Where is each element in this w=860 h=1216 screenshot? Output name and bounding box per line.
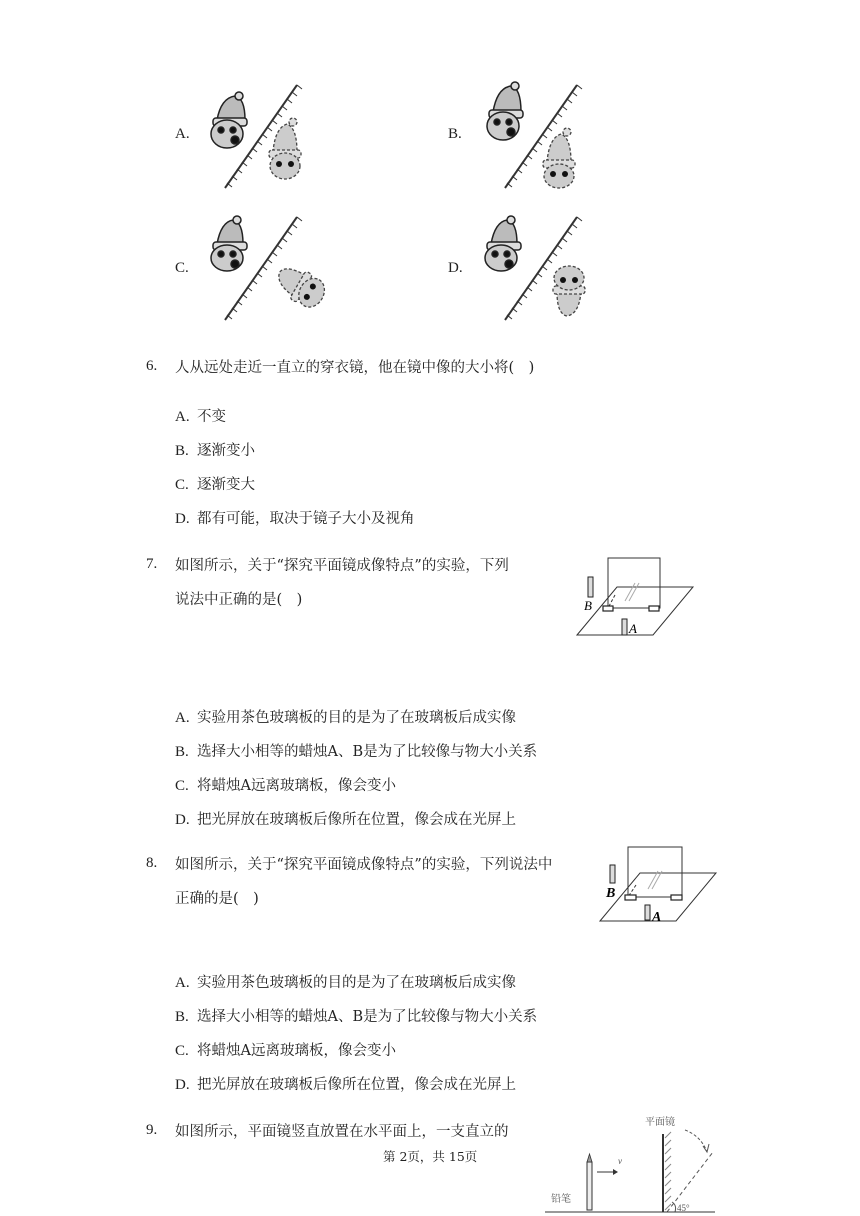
question-8-figure bbox=[598, 845, 723, 925]
label-angle: 45° bbox=[677, 1203, 690, 1213]
label-b: B bbox=[584, 598, 592, 613]
label-v: v bbox=[618, 1156, 622, 1166]
question-8-stem-line1: 如图所示，关于“探究平面镜成像特点”的实验，下列说法中 bbox=[175, 857, 553, 873]
label-a: A bbox=[652, 910, 662, 925]
question-6-option-a: A. 不变 bbox=[175, 409, 226, 425]
question-7-option-b: B. 选择大小相等的蜡烛A、B是为了比较像与物大小关系 bbox=[175, 744, 538, 760]
question-7-figure bbox=[575, 553, 700, 643]
question-6-option-c: C. 逐渐变大 bbox=[175, 477, 255, 493]
page-footer: 第 2页，共 15页 bbox=[383, 1149, 478, 1164]
q5-figure-a bbox=[205, 80, 315, 195]
question-6-stem: 人从远处走近一直立的穿衣镜，他在镜中像的大小将( ) bbox=[175, 360, 535, 376]
label-mirror: 平面镜 bbox=[645, 1117, 675, 1128]
question-8-option-c: C. 将蜡烛A远离玻璃板，像会变小 bbox=[175, 1043, 396, 1059]
q5-option-a-label: A. bbox=[175, 126, 190, 142]
question-7-stem-line2: 说法中正确的是( ) bbox=[175, 592, 303, 608]
question-6-option-d: D. 都有可能，取决于镜子大小及视角 bbox=[175, 511, 415, 527]
q5-figure-c bbox=[205, 212, 325, 327]
label-a: A bbox=[629, 621, 637, 636]
label-pencil: 铅笔 bbox=[551, 1194, 571, 1205]
question-9-figure bbox=[545, 1112, 720, 1216]
q5-figure-b bbox=[485, 80, 595, 195]
question-8-option-a: A. 实验用茶色玻璃板的目的是为了在玻璃板后成实像 bbox=[175, 975, 516, 991]
question-6-option-b: B. 逐渐变小 bbox=[175, 443, 255, 459]
question-8-stem-line2: 正确的是( ) bbox=[175, 891, 259, 907]
q5-figure-d bbox=[485, 212, 595, 327]
question-9-stem-line1: 如图所示，平面镜竖直放置在水平面上，一支直立的 bbox=[175, 1124, 509, 1140]
label-b: B bbox=[606, 886, 616, 901]
question-9-number: 9. bbox=[146, 1122, 158, 1138]
santa-image bbox=[269, 118, 301, 179]
question-7-number: 7. bbox=[146, 556, 158, 572]
santa-image-inverted bbox=[543, 128, 575, 188]
question-7-option-a: A. 实验用茶色玻璃板的目的是为了在玻璃板后成实像 bbox=[175, 710, 516, 726]
santa-object bbox=[211, 92, 247, 148]
question-8-option-b: B. 选择大小相等的蜡烛A、B是为了比较像与物大小关系 bbox=[175, 1009, 538, 1025]
santa-object bbox=[487, 82, 523, 140]
question-8-number: 8. bbox=[146, 855, 158, 871]
q5-option-d-label: D. bbox=[448, 260, 463, 276]
question-7-option-c: C. 将蜡烛A远离玻璃板，像会变小 bbox=[175, 778, 396, 794]
q5-option-c-label: C. bbox=[175, 260, 189, 276]
question-6-number: 6. bbox=[146, 358, 158, 374]
question-8-option-d: D. 把光屏放在玻璃板后像所在位置，像会成在光屏上 bbox=[175, 1077, 516, 1093]
question-7-option-d: D. 把光屏放在玻璃板后像所在位置，像会成在光屏上 bbox=[175, 812, 516, 828]
question-7-stem-line1: 如图所示，关于“探究平面镜成像特点”的实验，下列 bbox=[175, 558, 509, 574]
q5-option-b-label: B. bbox=[448, 126, 462, 142]
